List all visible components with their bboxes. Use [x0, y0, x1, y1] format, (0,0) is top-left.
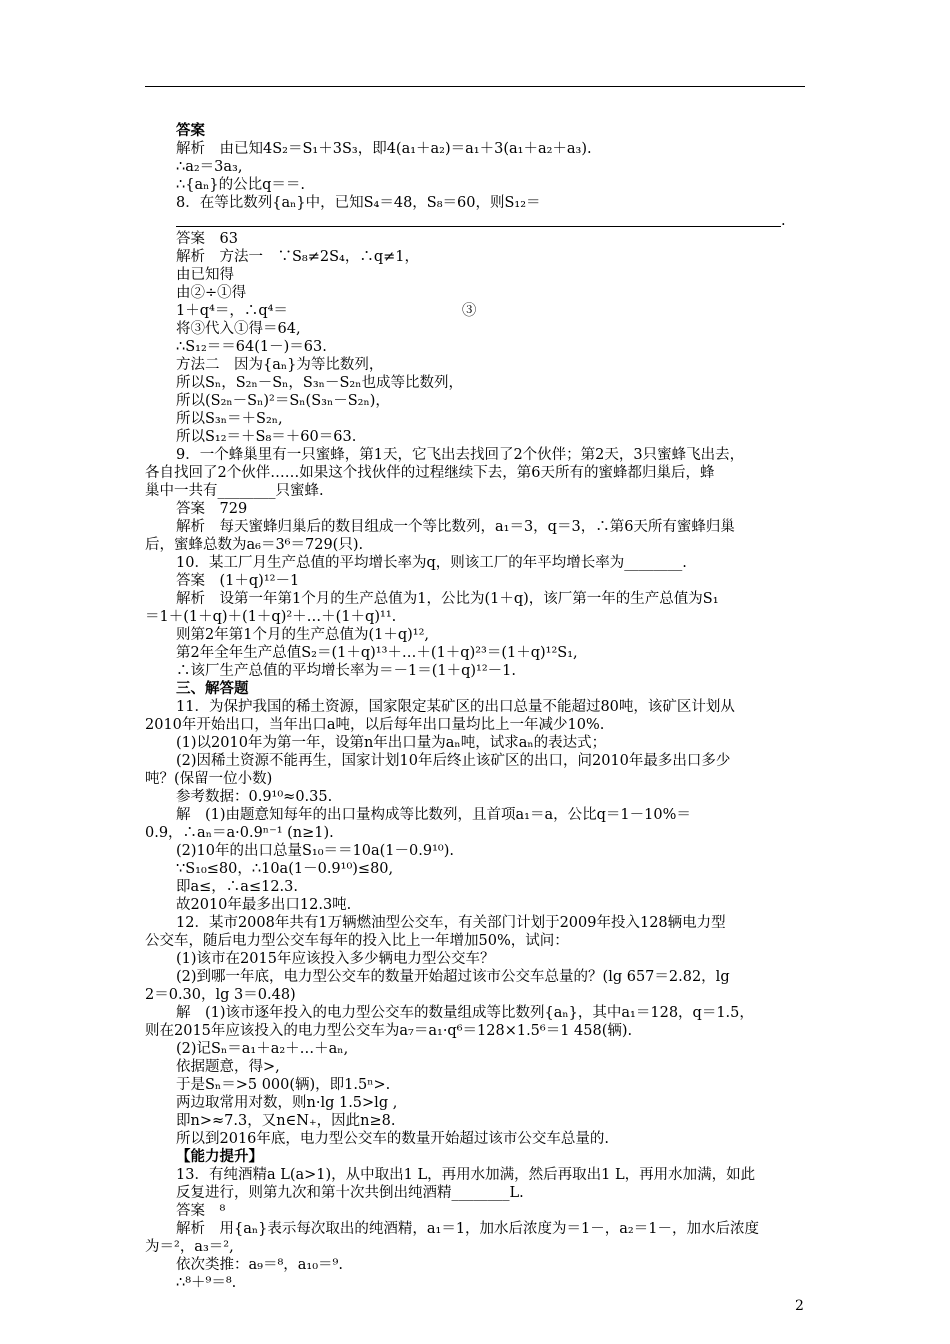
text-line: (1)该市在2015年应该投入多少辆电力型公交车？	[176, 951, 495, 967]
text-line: 依次类推：a₉＝⁸，a₁₀＝⁹.	[176, 1257, 343, 1273]
text-line: 所以(S₂ₙ－Sₙ)²＝Sₙ(S₃ₙ－S₂ₙ)，	[176, 393, 390, 409]
text-line: 反复进行，则第九次和第十次共倒出纯酒精________L.	[176, 1185, 524, 1201]
text-line: 【能力提升】	[176, 1148, 263, 1165]
text-line: 方法二 因为{aₙ}为等比数列，	[176, 357, 384, 373]
text-line: 由已知得	[176, 267, 234, 283]
text-line: (2)到哪一年底，电力型公交车的数量开始超过该市公交车总量的？(lg 657＝2.82，lg	[176, 969, 730, 985]
text-line: 解析 由已知4S₂＝S₁＋3S₃，即4(a₁＋a₂)＝a₁＋3(a₁＋a₂＋a₃).	[176, 141, 592, 157]
text-line: 解析 用{aₙ}表示每次取出的纯酒精，a₁＝1，加水后浓度为＝1－，a₂＝1－，加水后浓度	[176, 1221, 759, 1237]
text-line: 1＋q⁴＝，∴q⁴＝ ③	[176, 303, 477, 319]
text-line: 8．在等比数列{aₙ}中，已知S₄＝48，S₈＝60，则S₁₂＝	[176, 195, 541, 211]
text-line: 吨？(保留一位小数)	[145, 771, 273, 787]
page-number: 2	[795, 1298, 804, 1314]
text-line: 解析 每天蜜蜂归巢后的数目组成一个等比数列，a₁＝3，q＝3，∴第6天所有蜜蜂归巢	[176, 519, 735, 535]
text-line: 12．某市2008年共有1万辆燃油型公交车，有关部门计划于2009年投入128辆电力型	[176, 915, 726, 931]
text-line: 公交车，随后电力型公交车每年的投入比上一年增加50%，试问：	[145, 933, 569, 949]
text-line: 所以到2016年底，电力型公交车的数量开始超过该市公交车总量的.	[176, 1131, 610, 1147]
text-line: 解 (1)该市逐年投入的电力型公交车的数量组成等比数列{aₙ}，其中a₁＝128，q＝1.5，	[176, 1005, 754, 1021]
text-line: 为＝²，a₃＝²,	[145, 1239, 234, 1255]
text-line: ∴{aₙ}的公比q＝＝.	[176, 177, 305, 193]
text-line: 则第2年第1个月的生产总值为(1＋q)¹²,	[176, 627, 430, 643]
text-line: 9．一个蜂巢里有一只蜜蜂，第1天，它飞出去找回了2个伙伴；第2天，3只蜜蜂飞出去，	[176, 447, 745, 463]
text-line: 2＝0.30，lg 3＝0.48)	[145, 987, 296, 1003]
text-line: 10．某工厂月生产总值的平均增长率为q，则该工厂的年平均增长率为________.	[176, 555, 687, 571]
text-line: 答案 63	[176, 231, 238, 247]
header-rule	[145, 86, 805, 87]
text-line: 三、解答题	[176, 680, 249, 697]
text-line: 由②÷①得	[176, 285, 247, 301]
text-line: 两边取常用对数，则n·lg 1.5>lg ,	[176, 1095, 398, 1111]
text-line: (1)以2010年为第一年，设第n年出口量为aₙ吨，试求aₙ的表达式；	[176, 735, 607, 751]
text-line: 答案	[176, 122, 205, 139]
text-line: 13．有纯酒精a L(a>1)，从中取出1 L，再用水加满，然后再取出1 L，再用水加满，如此	[176, 1167, 756, 1183]
text-line: 故2010年最多出口12.3吨.	[176, 897, 352, 913]
text-line: 答案 ⁸	[176, 1203, 226, 1219]
text-line: ∴⁸＋⁹＝⁸.	[176, 1275, 237, 1291]
text-line	[176, 212, 786, 230]
text-line: 将③代入①得＝64,	[176, 321, 301, 337]
text-line: 则在2015年应该投入的电力型公交车为a₇＝a₁·q⁶＝128×1.5⁶＝1 458(辆).	[145, 1023, 633, 1039]
text-line: 解析 方法一 ∵S₈≠2S₄，∴q≠1，	[176, 249, 420, 265]
answer-blank	[176, 212, 781, 227]
text-line: (2)记Sₙ＝a₁＋a₂＋…＋aₙ,	[176, 1041, 349, 1057]
text-line: 答案 729	[176, 501, 248, 517]
text-line: (2)10年的出口总量S₁₀＝＝10a(1－0.9¹⁰).	[176, 843, 454, 859]
text-line: ∵S₁₀≤80，∴10a(1－0.9¹⁰)≤80,	[176, 861, 394, 877]
text-line: 第2年全年生产总值S₂＝(1＋q)¹³＋…＋(1＋q)²³＝(1＋q)¹²S₁,	[176, 645, 578, 661]
text-line: ∴该厂生产总值的平均增长率为＝－1＝(1＋q)¹²－1.	[176, 663, 517, 679]
text-line: 答案 (1＋q)¹²－1	[176, 573, 300, 589]
text-line: 参考数据：0.9¹⁰≈0.35.	[176, 789, 333, 805]
text-line: 后，蜜蜂总数为a₆＝3⁶＝729(只).	[145, 537, 364, 553]
text-line: 所以S₃ₙ＝＋S₂ₙ,	[176, 411, 283, 427]
text-line: 0.9，∴aₙ＝a·0.9ⁿ⁻¹ (n≥1).	[145, 825, 334, 841]
text-line: 即n>≈7.3，又n∈N₊，因此n≥8.	[176, 1113, 396, 1129]
text-line: (2)因稀土资源不能再生，国家计划10年后终止该矿区的出口，问2010年最多出口多少	[176, 753, 731, 769]
text-line-content: .	[781, 213, 786, 229]
text-line: ∴S₁₂＝＝64(1－)＝63.	[176, 339, 327, 355]
text-line: ＝1＋(1＋q)＋(1＋q)²＋…＋(1＋q)¹¹.	[145, 609, 397, 625]
text-line: 于是Sₙ＝>5 000(辆)，即1.5ⁿ>.	[176, 1077, 391, 1093]
text-line: 所以Sₙ，S₂ₙ－Sₙ，S₃ₙ－S₂ₙ也成等比数列，	[176, 375, 463, 391]
text-line: 11．为保护我国的稀土资源，国家限定某矿区的出口总量不能超过80吨，该矿区计划从	[176, 699, 735, 715]
text-line: 巢中一共有________只蜜蜂.	[145, 483, 324, 499]
text-line: 依据题意，得>,	[176, 1059, 280, 1075]
text-line: 即a≤，∴a≤12.3.	[176, 879, 298, 895]
text-line: 所以S₁₂＝＋S₈＝＋60＝63.	[176, 429, 357, 445]
text-line: 解 (1)由题意知每年的出口量构成等比数列，且首项a₁＝a，公比q＝1－10%＝	[176, 807, 691, 823]
text-line: 2010年开始出口，当年出口a吨，以后每年出口量均比上一年减少10%.	[145, 717, 605, 733]
text-line: 解析 设第一年第1个月的生产总值为1，公比为(1＋q)，该厂第一年的生产总值为S₁	[176, 591, 719, 607]
text-line: ∴a₂＝3a₃,	[176, 159, 243, 175]
text-line: 各自找回了2个伙伴……如果这个找伙伴的过程继续下去，第6天所有的蜜蜂都归巢后，蜂	[145, 465, 715, 481]
